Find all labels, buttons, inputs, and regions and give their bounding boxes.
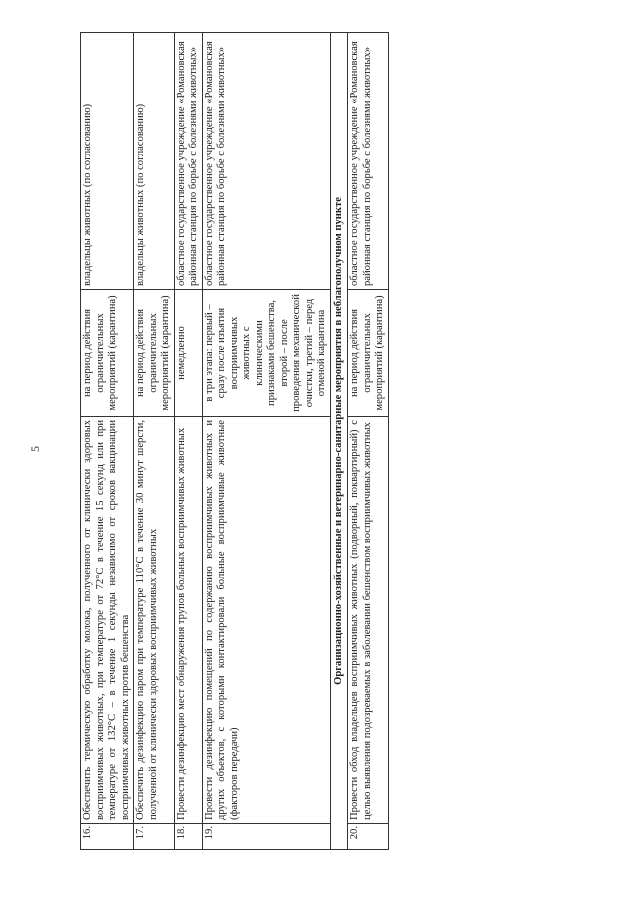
section-header-row (330, 33, 348, 850)
row-number: 18. (174, 824, 202, 850)
row-description: Обеспечить термическую обработку молока, полученного от клинически здоровых восприимчивых животных, при температуре от 72°С в течение 15 секунд или при температуре от 132°С – в течение 1 секунды независимо от сроков вакцинации восприимчивых животных против бешенства (81, 417, 134, 824)
row-number: 17. (134, 824, 175, 850)
rotated-table-page (80, 41, 560, 850)
measures-table (80, 32, 389, 850)
table-row (134, 33, 175, 850)
table-row (348, 33, 389, 850)
table-row (174, 33, 202, 850)
row-description: Обеспечить дезинфекцию паром при температуре 110°С в течение 30 минут шерсти, полученной от клинически здоровых восприимчивых животных (134, 417, 175, 824)
row-responsible: областное государственное учреждение «Романовская районная станция по борьбе с болезнями животных» (348, 33, 389, 290)
page-number: 5 (28, 446, 42, 452)
row-description: Провести дезинфекцию помещений по содержанию восприимчивых животных и других объектов, с которыми контактировали больные восприимчивые животные (факторов передачи) (202, 417, 330, 824)
row-number: 19. (202, 824, 330, 850)
row-description: Провести дезинфекцию мест обнаружения трупов больных восприимчивых животных (174, 417, 202, 824)
row-term: на период действия ограничительных мероприятий (карантина) (81, 290, 134, 417)
row-term: на период действия ограничительных мероприятий (карантина) (348, 290, 389, 417)
row-responsible: областное государственное учреждение «Романовская районная станция по борьбе с болезнями животных» (174, 33, 202, 290)
row-responsible: областное государственное учреждение «Романовская районная станция по борьбе с болезнями животных» (202, 33, 330, 290)
table-row (81, 33, 134, 850)
row-description: Провести обход владельцев восприимчивых животных (подворный, поквартирный) с целью выявления подозреваемых в заболевании бешенством восприимчивых животных (348, 417, 389, 824)
row-number: 20. (348, 824, 389, 850)
table-row (202, 33, 330, 850)
row-term: в три этапа: первый – сразу после изъятия восприимчивых животных с клиническими признаками бешенства, второй – после проведения механической очистки, третий – перед отменой карантина (202, 290, 330, 417)
row-term: немедленно (174, 290, 202, 417)
section-header: Организационно-хозяйственные и ветеринарно-санитарные мероприятия в неблагополучном пункте (330, 33, 348, 850)
row-term: на период действия ограничительных мероприятий (карантина) (134, 290, 175, 417)
row-responsible: владельцы животных (по согласованию) (81, 33, 134, 290)
row-responsible: владельцы животных (по согласованию) (134, 33, 175, 290)
row-number: 16. (81, 824, 134, 850)
